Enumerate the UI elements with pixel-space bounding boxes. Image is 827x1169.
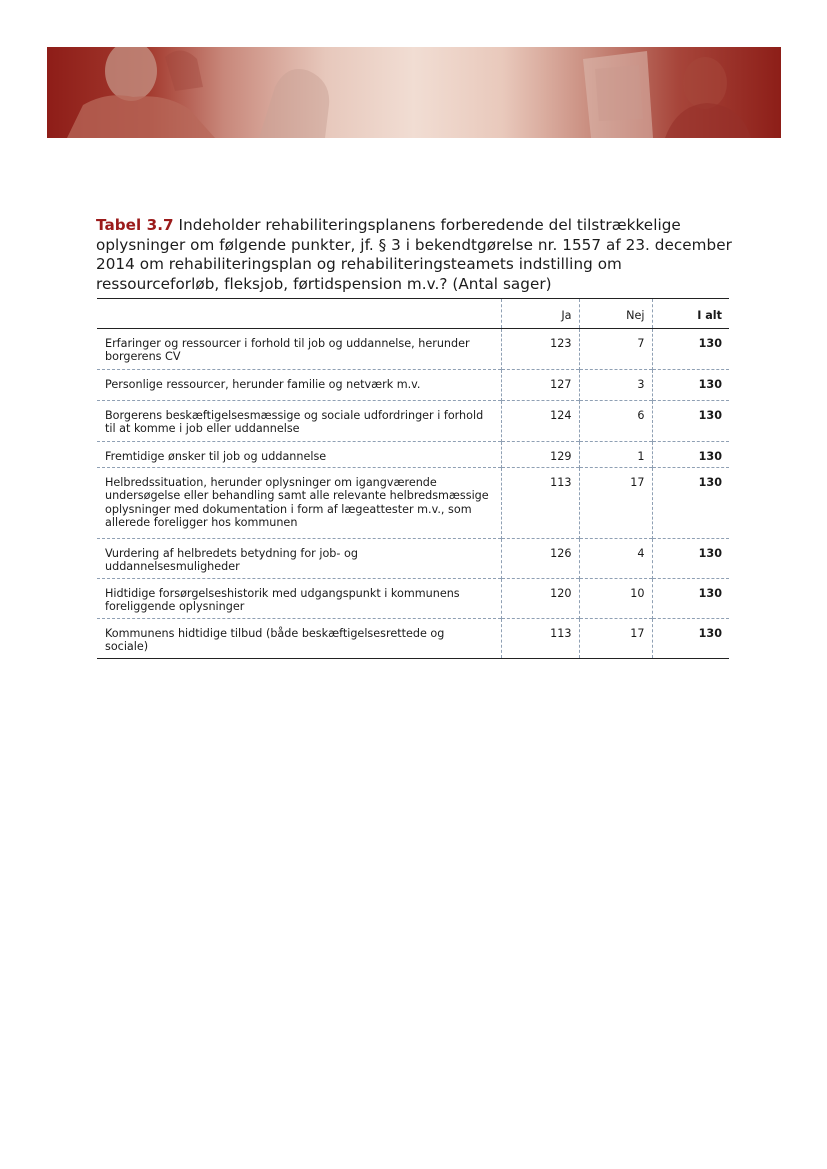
table-row (97, 539, 729, 579)
table-number-label: Tabel 3.7 (96, 216, 174, 234)
row-total: 130 (652, 329, 729, 370)
row-item: Borgerens beskæftigelsesmæssige og sociale udfordringer i forhold til at komme i job eller uddannelse (97, 401, 501, 442)
table-row (97, 442, 729, 468)
table-row (97, 619, 729, 658)
row-ja: 126 (501, 539, 579, 579)
table-caption (96, 216, 736, 294)
row-total: 130 (652, 579, 729, 619)
table-row (97, 370, 729, 401)
row-ja: 123 (501, 329, 579, 370)
row-ja: 113 (501, 619, 579, 658)
row-item: Erfaringer og ressourcer i forhold til job og uddannelse, herunder borgerens CV (105, 337, 470, 364)
results-table (97, 298, 729, 659)
header-i-alt: I alt (652, 299, 729, 329)
row-nej: 3 (579, 370, 652, 401)
header-item (97, 299, 501, 329)
row-item: Fremtidige ønsker til job og uddannelse (97, 442, 501, 468)
header-ja: Ja (501, 299, 579, 329)
row-nej: 10 (579, 579, 652, 619)
header-nej: Nej (579, 299, 652, 329)
row-nej: 7 (579, 329, 652, 370)
row-nej: 17 (579, 468, 652, 539)
banner-photo-silhouette (47, 47, 781, 138)
row-total: 130 (652, 370, 729, 401)
row-ja: 129 (501, 442, 579, 468)
row-ja: 120 (501, 579, 579, 619)
table-row (97, 468, 729, 539)
row-ja: 113 (501, 468, 579, 539)
row-ja: 124 (501, 401, 579, 442)
row-total: 130 (652, 442, 729, 468)
row-nej: 1 (579, 442, 652, 468)
table-row (97, 329, 729, 370)
row-item: Personlige ressourcer, herunder familie og netværk m.v. (97, 370, 501, 401)
row-nej: 4 (579, 539, 652, 579)
row-total: 130 (652, 619, 729, 658)
row-item: Kommunens hidtidige tilbud (både beskæftigelsesrettede og sociale) (97, 619, 501, 658)
row-item: Hidtidige forsørgelseshistorik med udgangspunkt i kommunens foreliggende oplysninger (97, 579, 501, 619)
row-nej: 6 (579, 401, 652, 442)
row-nej: 17 (579, 619, 652, 658)
row-item: Helbredssituation, herunder oplysninger om igangværende undersøgelse eller behandling samt alle relevante helbredsmæssige oplysninger med dokumentation i form af lægeattester m.v., som allerede foreligger hos kommunen (97, 468, 501, 539)
row-item: Vurdering af helbredets betydning for job- og uddannelsesmuligheder (97, 539, 501, 579)
table-row (97, 401, 729, 442)
row-total: 130 (652, 539, 729, 579)
table-row (97, 579, 729, 619)
table-caption-text: Indeholder rehabiliteringsplanens forberedende del tilstrækkelige oplysninger om følgende punkter, jf. § 3 i bekendtgørelse nr. 1557 af 23. december 2014 om rehabiliteringsplan og rehabiliteringsteamets indstilling om ressourceforløb, fleksjob, førtidspension m.v.? (Antal sager) (96, 216, 732, 293)
header-banner-image (47, 47, 781, 138)
table-header-row (97, 299, 729, 329)
row-ja: 127 (501, 370, 579, 401)
row-total: 130 (652, 468, 729, 539)
row-total: 130 (652, 401, 729, 442)
